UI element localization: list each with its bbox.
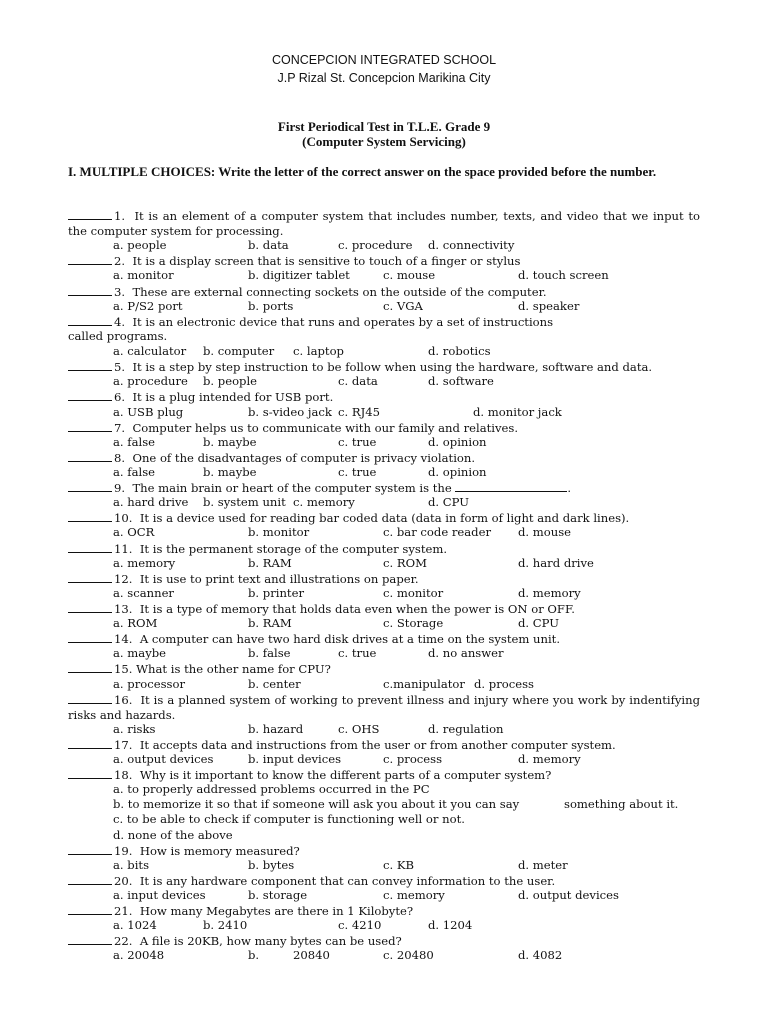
question-text-end: . [567,481,572,495]
answer-blank[interactable] [68,737,112,749]
option: d. monitor jack [473,405,562,419]
option: a. processor [113,677,186,691]
option: a. false [113,465,156,479]
option: b. to memorize it so that if someone will ask you about it you can say [113,797,520,811]
question-number: 13. [114,602,133,616]
option: c. true [338,465,377,479]
option: b. printer [248,586,304,600]
question-number: 21. [114,904,133,918]
instructions: I. MULTIPLE CHOICES: Write the letter of the correct answer on the space provided before the number. [68,164,657,179]
option: d. memory [518,586,581,600]
question-6 [68,389,700,405]
answer-blank[interactable] [68,480,112,492]
question-text: One of the disadvantages of computer is privacy violation. [132,451,476,465]
answer-blank[interactable] [68,510,112,522]
question-text: It is use to print text and illustrations on paper. [139,572,419,586]
option: a. maybe [113,646,167,660]
question-number: 1. [114,209,126,223]
question-text: It is a planned system of working to prevent illness and injury where you work by indentifying risks and hazards. [68,693,701,722]
option: b. monitor [248,525,310,539]
question-number: 11. [114,542,133,556]
option: b. ports [248,299,294,313]
option: a. procedure [113,374,188,388]
answer-blank[interactable] [68,873,112,885]
question-12 [68,571,700,587]
answer-blank[interactable] [68,284,112,296]
option: a. ROM [113,616,158,630]
option: b. false [248,646,291,660]
question-22 [68,933,700,949]
question-19 [68,843,700,859]
question-number: 16. [114,693,133,707]
question-8 [68,450,700,466]
option: a. 20048 [113,948,165,962]
option: a. bits [113,858,150,872]
question-text: How many Megabytes are there in 1 Kilobyte? [139,904,414,918]
question-text: Computer helps us to communicate with our family and relatives. [132,421,519,435]
question-text: A file is 20KB, how many bytes can be used? [139,934,402,948]
fill-in-blank[interactable] [455,480,567,492]
question-text-continued: called programs. [68,329,168,343]
option: b. storage [248,888,308,902]
question-2 [68,253,700,269]
option: b. people [203,374,258,388]
answer-blank[interactable] [68,692,112,704]
option: c. ROM [383,556,427,570]
answer-blank[interactable] [68,420,112,432]
option: d. none of the above [113,828,233,842]
option: c. mouse [383,268,436,282]
option: c. RJ45 [338,405,380,419]
option: b. hazard [248,722,304,736]
option: d. output devices [518,888,619,902]
question-text: It is a device used for reading bar coded data (data in form of light and dark lines). [139,511,630,525]
question-number: 22. [114,934,133,948]
answer-blank[interactable] [68,541,112,553]
option: d. CPU [518,616,560,630]
question-text: It is a display screen that is sensitive to touch of a finger or stylus [132,254,521,268]
question-text: A computer can have two hard disk drives at a time on the system unit. [139,632,561,646]
option: c. Storage [383,616,444,630]
option: c. data [338,374,378,388]
answer-blank[interactable] [68,571,112,583]
question-text: It is a type of memory that holds data even when the power is ON or OFF. [139,602,575,616]
option: a. calculator [113,344,187,358]
option: a. USB plug [113,405,184,419]
option: b. 2410 [203,918,248,932]
question-text: It is any hardware component that can convey information to the user. [139,874,556,888]
option: d. process [474,677,534,691]
answer-blank[interactable] [68,903,112,915]
question-number: 14. [114,632,133,646]
question-11 [68,541,700,557]
option: c. memory [293,495,355,509]
question-20 [68,873,700,889]
option: a. P/S2 port [113,299,183,313]
option: b. RAM [248,616,292,630]
option: c. to be able to check if computer is functioning well or not. [113,812,465,826]
question-number: 20. [114,874,133,888]
option: a. to properly addressed problems occurred in the PC [113,782,430,796]
option: d. memory [518,752,581,766]
question-number: 2. [114,254,126,268]
option: c. procedure [338,238,413,252]
question-number: 12. [114,572,133,586]
option: d. touch screen [518,268,609,282]
question-number: 7. [114,421,126,435]
option: c. OHS [338,722,380,736]
school-name: CONCEPCION INTEGRATED SCHOOL [271,53,497,67]
option: b. input devices [248,752,342,766]
question-3 [68,284,700,300]
option: a. memory [113,556,176,570]
option: a. risks [113,722,156,736]
option: c.manipulator [383,677,465,691]
option: c. 20480 [383,948,434,962]
question-text: It accepts data and instructions from the user or from another computer system. [139,738,616,752]
option: a. people [113,238,167,252]
answer-blank[interactable] [68,843,112,855]
question-text: It is an electronic device that runs and operates by a set of instructions [132,315,554,329]
option: b. [248,948,260,962]
question-number: 4. [114,315,126,329]
question-16 [68,692,700,723]
option: d. software [428,374,494,388]
question-number: 19. [114,844,133,858]
question-number: 10. [114,511,133,525]
option: a. scanner [113,586,174,600]
question-number: 18. [114,768,133,782]
question-13 [68,601,700,617]
option: b. digitizer tablet [248,268,350,282]
option: b. RAM [248,556,292,570]
question-number: 5. [114,360,126,374]
option: c. VGA [383,299,423,313]
option: d. opinion [428,465,487,479]
answer-blank[interactable] [68,767,112,779]
answer-blank[interactable] [68,631,112,643]
option: d. meter [518,858,568,872]
option: d. hard drive [518,556,594,570]
question-15 [68,661,700,677]
school-address: J.P Rizal St. Concepcion Marikina City [277,71,491,85]
answer-blank[interactable] [68,450,112,462]
answer-blank[interactable] [68,314,112,326]
option: b. center [248,677,301,691]
answer-blank[interactable] [68,661,112,673]
answer-blank[interactable] [68,933,112,945]
answer-blank[interactable] [68,359,112,371]
option: c. process [383,752,443,766]
option: a. monitor [113,268,174,282]
question-number: 15. [114,662,133,676]
question-number: 8. [114,451,126,465]
option: a. output devices [113,752,214,766]
question-14 [68,631,700,647]
option-value: 20840 [293,948,330,962]
option: c. laptop [293,344,344,358]
option: c. memory [383,888,445,902]
question-text: It is an element of a computer system that includes number, texts, and video that we input to the computer system for processing. [68,209,701,238]
question-text: The main brain or heart of the computer system is the [132,481,452,495]
question-text: It is the permanent storage of the computer system. [139,542,448,556]
option: d. no answer [428,646,504,660]
question-18 [68,767,700,783]
option: d. mouse [518,525,572,539]
option: b. s-video jack [248,405,332,419]
test-title: First Periodical Test in T.L.E. Grade 9 [277,119,491,134]
question-number: 17. [114,738,133,752]
answer-blank[interactable] [68,601,112,613]
option: c. KB [383,858,415,872]
option: a. 1024 [113,918,157,932]
option: a. OCR [113,525,155,539]
question-5 [68,359,700,375]
question-9 [68,480,700,496]
question-number: 9. [114,481,126,495]
option: a. input devices [113,888,206,902]
answer-blank[interactable] [68,208,112,220]
option-continued: something about it. [564,797,679,811]
question-text: What is the other name for CPU? [136,662,331,676]
option: d. speaker [518,299,580,313]
option: c. true [338,646,377,660]
question-21 [68,903,700,919]
question-text: How is memory measured? [139,844,300,858]
option: d. CPU [428,495,470,509]
test-subtitle: (Computer System Servicing) [302,134,466,149]
option: b. system unit [203,495,286,509]
option: d. 4082 [518,948,563,962]
question-text: Why is it important to know the different parts of a computer system? [139,768,552,782]
question-7 [68,420,700,436]
question-text: It is a step by step instruction to be follow when using the hardware, software and data. [132,360,653,374]
option: b. computer [203,344,275,358]
option: b. maybe [203,465,257,479]
option: d. regulation [428,722,504,736]
question-number: 3. [114,285,126,299]
option: c. true [338,435,377,449]
option: c. bar code reader [383,525,492,539]
option: d. robotics [428,344,491,358]
option: a. hard drive [113,495,189,509]
question-17 [68,737,700,753]
option: b. maybe [203,435,257,449]
option: c. 4210 [338,918,382,932]
option: a. false [113,435,156,449]
question-text: These are external connecting sockets on the outside of the computer. [132,285,547,299]
option: d. connectivity [428,238,515,252]
answer-blank[interactable] [68,253,112,265]
option: b. bytes [248,858,295,872]
answer-blank[interactable] [68,389,112,401]
option: c. monitor [383,586,444,600]
option: b. data [248,238,289,252]
question-text: It is a plug intended for USB port. [132,390,334,404]
question-number: 6. [114,390,126,404]
question-1 [68,208,700,239]
question-4 [68,314,700,330]
question-10 [68,510,700,526]
option: d. opinion [428,435,487,449]
option: d. 1204 [428,918,473,932]
